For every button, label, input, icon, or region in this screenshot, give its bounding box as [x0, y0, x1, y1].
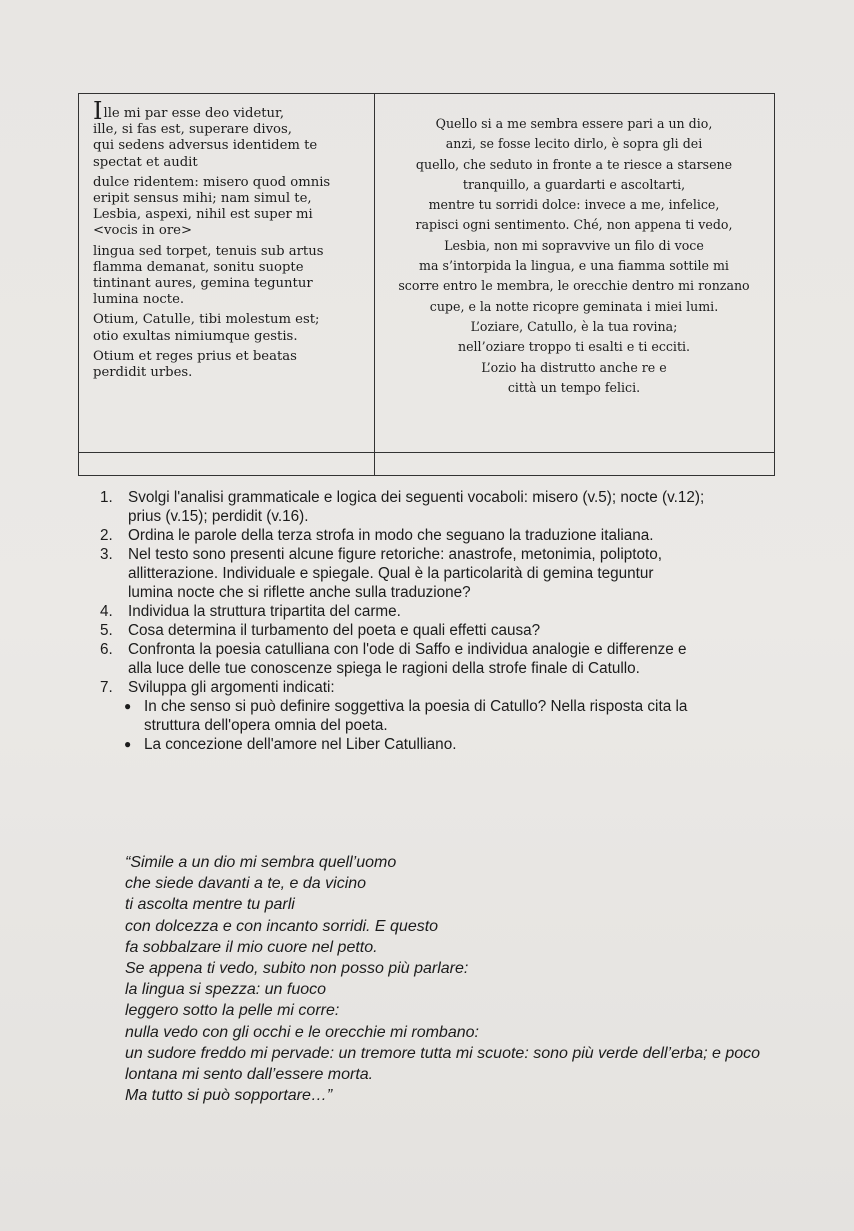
latin-line: flamma demanat, sonitu suopte	[93, 259, 304, 275]
latin-column	[93, 97, 373, 381]
question-number: 2.	[100, 527, 113, 544]
question-text-line: Cosa determina il turbamento del poeta e quali effetti causa?	[128, 622, 541, 639]
italian-column	[379, 114, 769, 398]
italian-line: nell’oziare troppo ti esalti e ti ecciti.	[457, 339, 691, 355]
question-number: 7.	[100, 679, 113, 696]
latin-line: <vocis in ore>	[93, 223, 193, 239]
question-number: 3.	[100, 546, 113, 563]
question-text-line: prius (v.15); perdidit (v.16).	[128, 508, 309, 525]
italian-line: Quello si a me sembra essere pari a un dio,	[435, 116, 713, 131]
poem-line: con dolcezza e con incanto sorridi. E questo	[125, 917, 439, 935]
question-7	[100, 678, 830, 697]
latin-line: Lesbia, aspexi, nihil est super mi	[93, 207, 313, 223]
italian-line: ma s’intorpida la lingua, e una fiamma sottile mi	[419, 258, 729, 274]
question-text-line: alla luce delle tue conoscenze spiega le ragioni della strofe finale di Catullo.	[128, 660, 640, 677]
question-text-line: Svolgi l'analisi grammaticale e logica dei seguenti vocaboli: misero (v.5); nocte (v.12);	[128, 489, 705, 506]
question-text-line: Ordina le parole della terza strofa in modo che seguano la traduzione italiana.	[128, 527, 654, 544]
question-3	[100, 545, 830, 602]
question-2	[100, 526, 830, 545]
latin-line: lingua sed torpet, tenuis sub artus	[93, 243, 324, 259]
latin-line: otio exultas nimiumque gestis.	[93, 328, 298, 344]
question-text-line: Nel testo sono presenti alcune figure retoriche: anastrofe, metonimia, poliptoto,	[128, 546, 662, 563]
question-number: 4.	[100, 603, 113, 620]
question-text-line: lumina nocte che si riflette anche sulla traduzione?	[128, 584, 471, 601]
italian-line: L’ozio ha distrutto anche re e	[481, 359, 667, 375]
bullet-item	[124, 735, 830, 754]
italian-line: quello, che seduto in fronte a te riesce a starsene	[415, 156, 733, 172]
italian-line: cupe, e la notte ricopre geminata i miei lumi.	[429, 298, 719, 314]
column-divider	[374, 94, 375, 475]
latin-line: Ille mi par esse deo videtur,	[93, 97, 285, 125]
poem-line: un sudore freddo mi pervade: un tremore tutta mi scuote: sono più verde dell’erba; e poco	[125, 1044, 761, 1062]
italian-line: anzi, se fosse lecito dirlo, è sopra gli dei	[445, 136, 703, 152]
bullet-icon: ●	[124, 699, 132, 713]
poem-line: nulla vedo con gli occhi e le orecchie mi rombano:	[125, 1023, 479, 1041]
italian-line: L’oziare, Catullo, è la tua rovina;	[470, 318, 678, 334]
italian-line: tranquillo, a guardarti e ascoltarti,	[462, 176, 686, 192]
poem-line: fa sobbalzare il mio cuore nel petto.	[125, 938, 378, 956]
question-1	[100, 488, 830, 526]
saffo-poem	[125, 852, 815, 1106]
text-translation-table	[78, 93, 775, 476]
italian-line: scorre entro le membra, le orecchie dentro mi ronzano	[398, 278, 750, 294]
question-5	[100, 621, 830, 640]
poem-line: ti ascolta mentre tu parli	[125, 896, 295, 914]
bullet-text-line: struttura dell'opera omnia del poeta.	[144, 717, 388, 734]
question-4	[100, 602, 830, 621]
bullet-icon: ●	[124, 737, 132, 751]
bullet-item	[124, 697, 830, 735]
question-text-line: allitterazione. Individuale e spiegale. Qual è la particolarità di gemina teguntur	[128, 565, 654, 582]
bullet-text-line: La concezione dell'amore nel Liber Catulliano.	[144, 736, 457, 753]
poem-line: leggero sotto la pelle mi corre:	[125, 1002, 340, 1020]
poem-line: lontana mi sento dall’essere morta.	[125, 1066, 374, 1084]
latin-line: Otium et reges prius et beatas	[93, 348, 297, 364]
italian-line: Lesbia, non mi sopravvive un filo di voce	[444, 237, 704, 253]
latin-line: ille, si fas est, superare divos,	[93, 122, 292, 138]
poem-line: che siede davanti a te, e da vicino	[125, 875, 367, 893]
poem-line: “Simile a un dio mi sembra quell’uomo	[125, 854, 397, 871]
latin-line: tintinant aures, gemina teguntur	[93, 276, 313, 292]
question-number: 6.	[100, 641, 113, 658]
exercise-questions	[100, 488, 830, 754]
table-bottom-rule	[79, 452, 774, 453]
latin-line: Otium, Catulle, tibi molestum est;	[93, 312, 320, 328]
latin-line: spectat et audit	[93, 154, 198, 170]
question-text-line: Individua la struttura tripartita del carme.	[128, 603, 401, 620]
question-6	[100, 640, 830, 678]
latin-line: eripit sensus mihi; nam simul te,	[93, 191, 312, 207]
question-text-line: Confronta la poesia catulliana con l'ode di Saffo e individua analogie e differenze e	[128, 641, 687, 658]
latin-line: dulce ridentem: misero quod omnis	[93, 174, 331, 190]
poem-line: la lingua si spezza: un fuoco	[125, 981, 327, 999]
latin-line: lumina nocte.	[93, 292, 185, 308]
italian-line: rapisci ogni sentimento. Ché, non appena ti vedo,	[415, 217, 733, 233]
poem-line: Se appena ti vedo, subito non posso più parlare:	[125, 960, 469, 978]
italian-line: città un tempo felici.	[507, 379, 641, 395]
drop-cap: I	[93, 97, 103, 125]
bullet-text-line: In che senso si può definire soggettiva la poesia di Catullo? Nella risposta cita la	[144, 698, 688, 715]
question-number: 5.	[100, 622, 113, 639]
question-text-line: Sviluppa gli argomenti indicati:	[128, 679, 335, 696]
italian-line: mentre tu sorridi dolce: invece a me, infelice,	[428, 197, 720, 213]
question-number: 1.	[100, 489, 113, 506]
latin-line: perdidit urbes.	[93, 365, 193, 381]
poem-line: Ma tutto si può sopportare…”	[125, 1087, 333, 1105]
question-7-bullets	[124, 697, 830, 754]
latin-line: qui sedens adversus identidem te	[93, 138, 318, 154]
